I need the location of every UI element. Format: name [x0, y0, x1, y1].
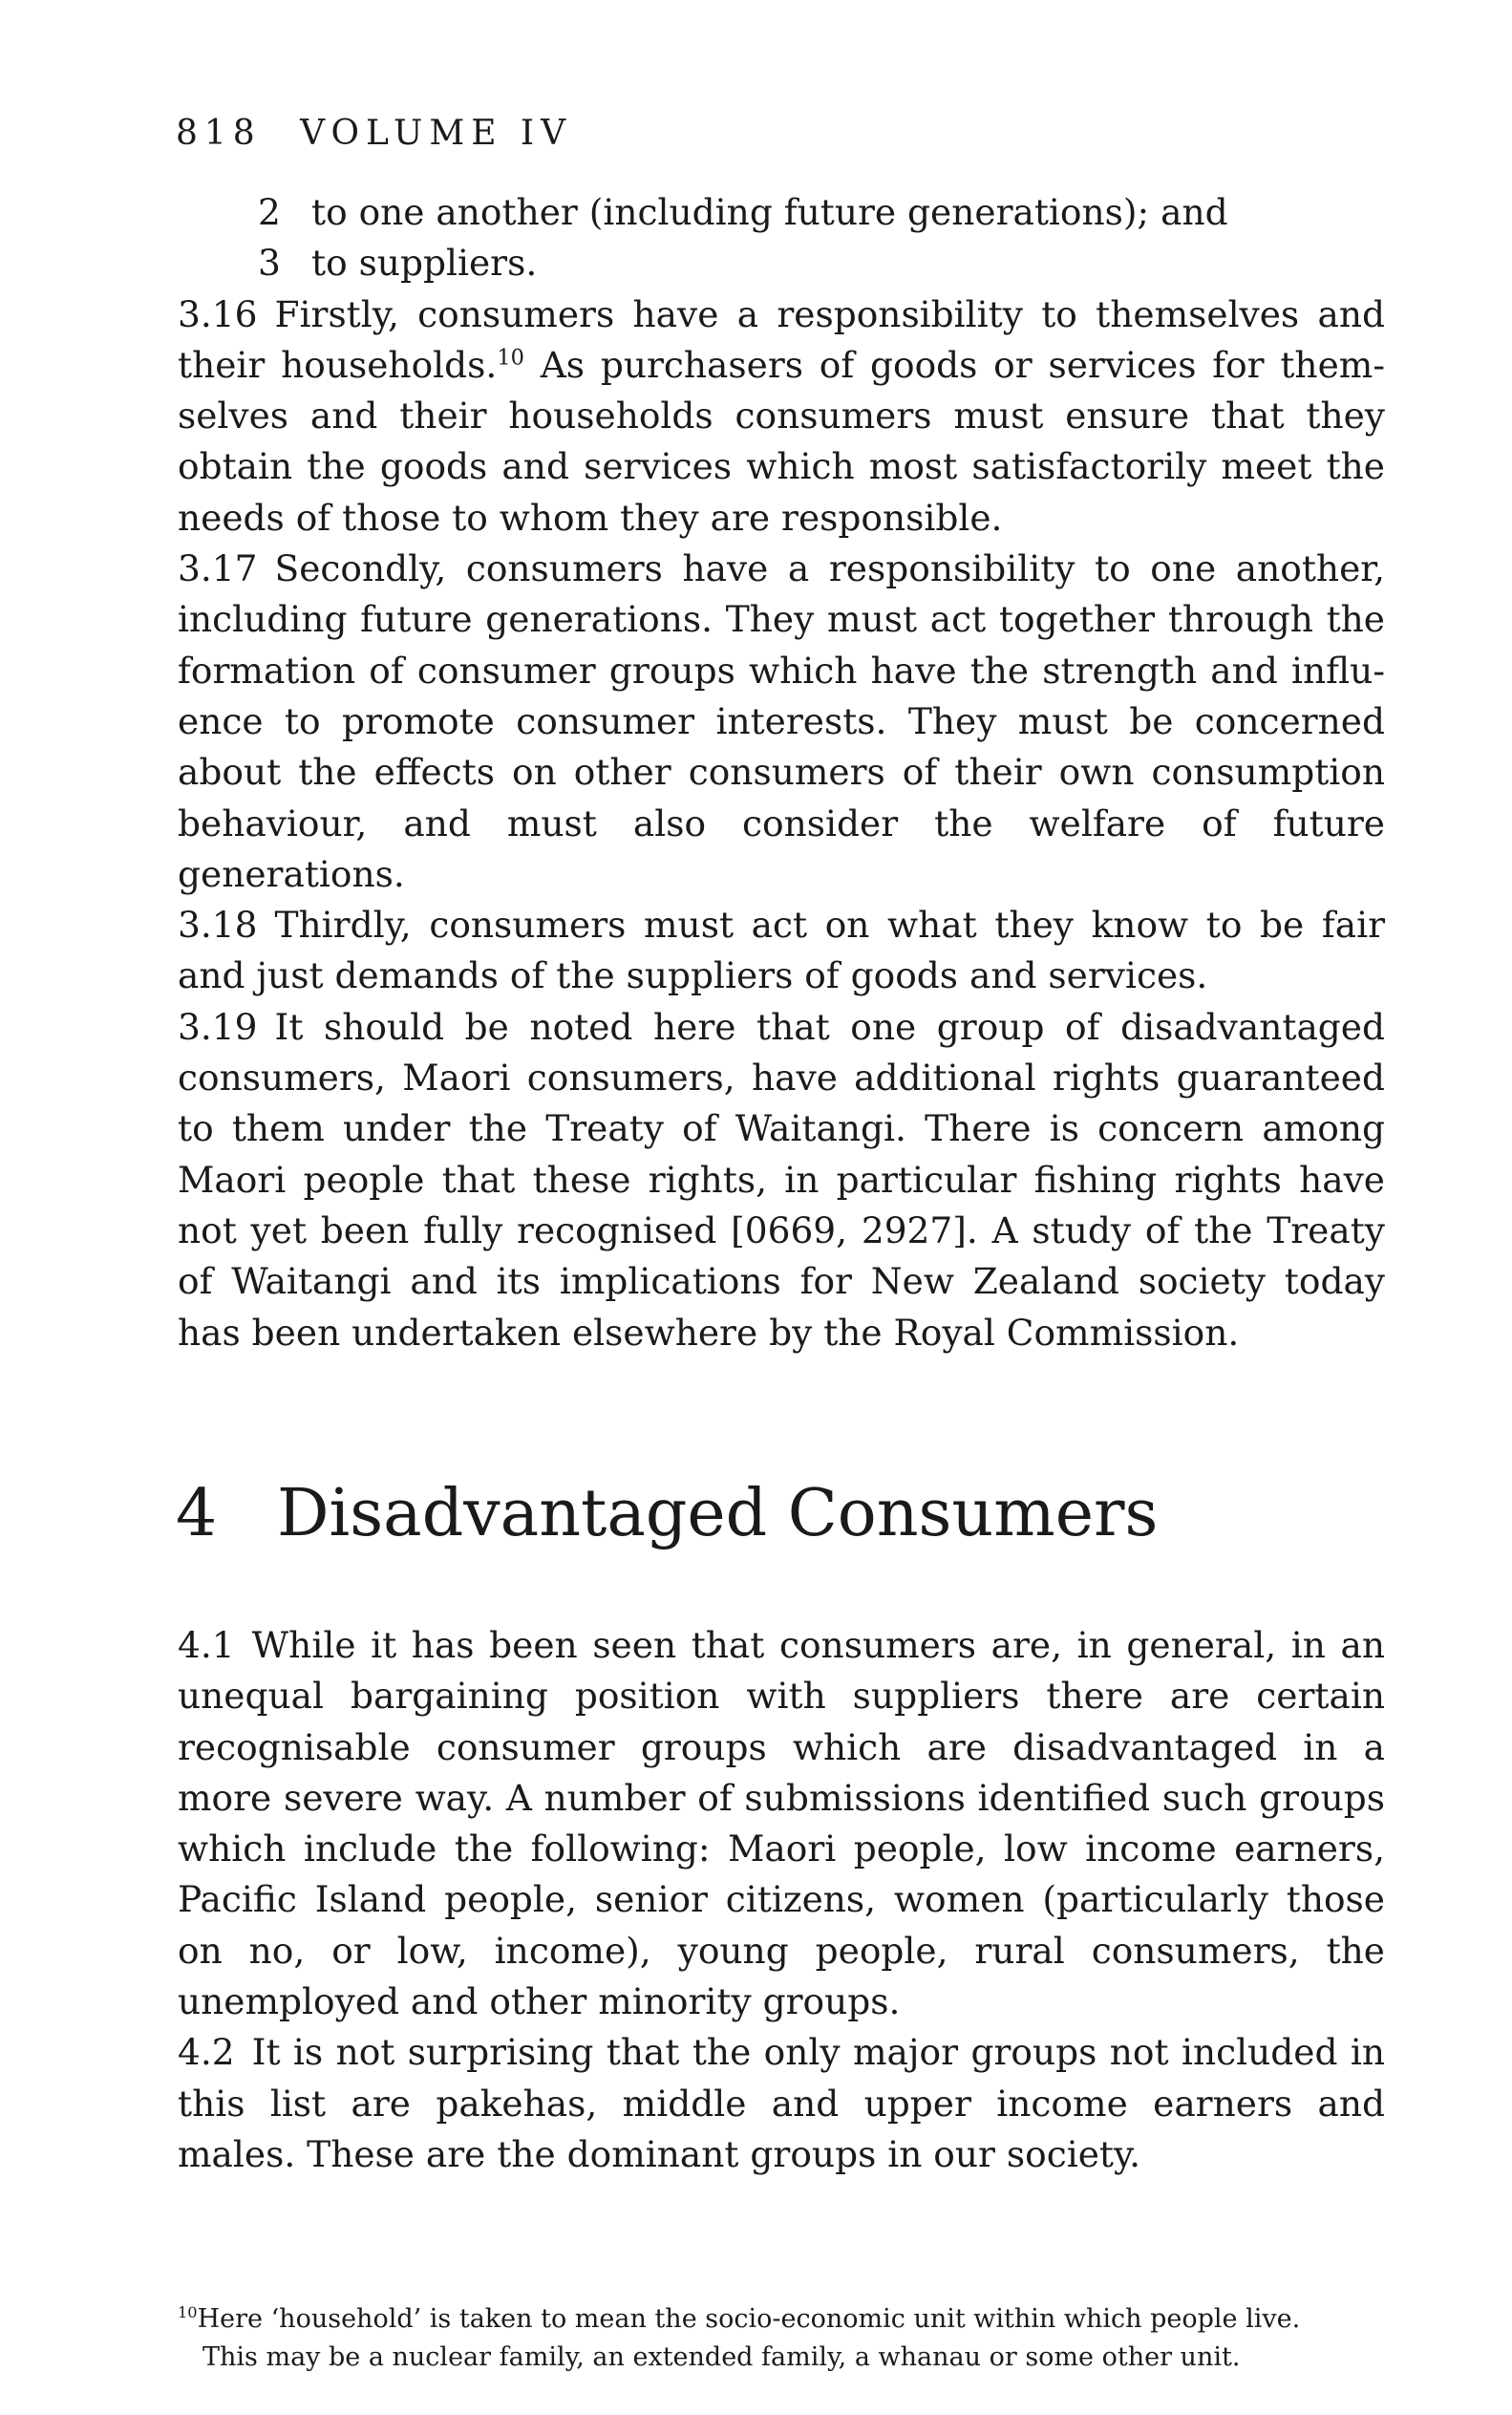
paragraph-3-18	[178, 900, 1385, 1002]
paragraph-4-1	[178, 1620, 1385, 2027]
body-text-bottom	[178, 1620, 1385, 2180]
paragraph-text: While it has been seen that consumers are, in general, in an unequal bargaining position with suppliers there are certain recognisable consumer groups which are disadvantaged in a more severe way. A number of submissions identified such groups which include the following: Maori people, low income earners, Pacific Island people, senior citizens, women (particularly those on no, or low, income), young people, rural consumers, the unemployed and other minority groups.	[178, 1624, 1385, 2023]
paragraph-3-16	[178, 289, 1385, 544]
section-title: Disadvantaged Consumers	[277, 1476, 1159, 1551]
section-number: 4	[176, 1476, 218, 1551]
footnote-line-2: This may be a nuclear family, an extended family, a whanau or some other unit.	[202, 2342, 1241, 2372]
paragraph-4-2	[178, 2027, 1385, 2180]
list-item-number: 2	[258, 191, 281, 233]
paragraph-number: 3.17	[178, 547, 258, 590]
paragraph-number: 4.1	[178, 1624, 235, 1666]
paragraph-text: It should be noted here that one group of disadvantaged consumers, Maori consumers, have additional rights guaranteed to them under the Treaty of Waitangi. There is concern among Maori people that these rights, in particular fishing rights have not yet been fully recognised [0669, 2927]. A study of the Treaty of Waitangi and its implications for New Zealand society today has been undertaken elsewhere by the Royal Commission.	[178, 1005, 1385, 1354]
running-head	[176, 107, 572, 160]
body-text-top	[178, 187, 1385, 1358]
paragraph-number: 4.2	[178, 2031, 235, 2074]
paragraph-3-17	[178, 544, 1385, 900]
list-item-text: to one another (including future generations); and	[311, 191, 1228, 233]
list-item-number: 3	[258, 242, 281, 285]
page-number: 818	[176, 114, 262, 153]
paragraph-text: Thirdly, consumers must act on what they know to be fair and just demands of the suppliers of goods and services.	[178, 904, 1385, 997]
volume-label: VOLUME IV	[300, 114, 573, 153]
paragraph-text: Secondly, consumers have a responsibility to one another, including future generations. They must act together through the formation of consumer groups which have the strength and influence to promote consumer interests. They must be concerned about the effects on other consumers of their own consumption behaviour, and must also consider the welfare of future generations.	[178, 547, 1385, 895]
list-item	[178, 238, 1385, 289]
footnote-line-1	[178, 2304, 1300, 2334]
section-heading	[176, 1471, 1158, 1557]
paragraph-3-19	[178, 1002, 1385, 1358]
footnote-reference: 10	[497, 345, 524, 371]
paragraph-number: 3.18	[178, 904, 258, 947]
footnote-text: Here ‘household’ is taken to mean the socio-economic unit within which people live.	[197, 2304, 1301, 2334]
list-item	[178, 187, 1385, 238]
list-item-text: to suppliers.	[311, 242, 538, 285]
paragraph-text: It is not surprising that the only major groups not included in this list are pakehas, middle and upper income earners and males. These are the dominant groups in our society.	[178, 2031, 1385, 2175]
paragraph-text: Firstly, consumers have a responsibility to themselves and their households.	[178, 292, 1385, 386]
paragraph-number: 3.19	[178, 1005, 258, 1048]
paragraph-number: 3.16	[178, 292, 258, 335]
paragraph-text-continued: As purchasers of goods or services for themselves and their households consumers must ensure that they obtain the goods and services which most satisfactorily meet the needs of those to whom they are responsible.	[178, 343, 1385, 539]
footnote	[178, 2300, 1385, 2377]
footnote-marker: 10	[178, 2303, 198, 2321]
